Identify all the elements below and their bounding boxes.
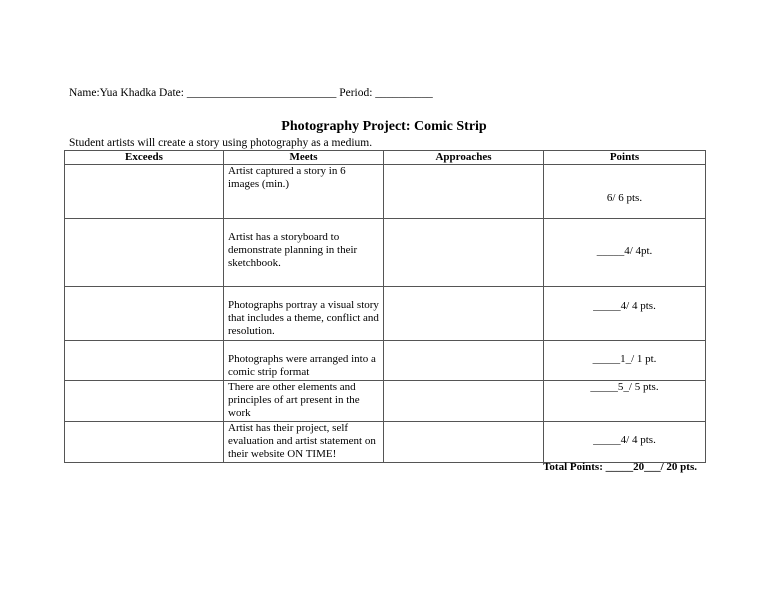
meets-text: Artist captured a story in 6 images (min.) [228, 165, 346, 190]
meets-text: There are other elements and principles of art present in the work [228, 381, 360, 419]
approaches-cell [384, 341, 544, 381]
exceeds-cell [65, 341, 224, 381]
approaches-cell [384, 422, 544, 463]
column-header-meets: Meets [224, 151, 384, 165]
approaches-cell [384, 219, 544, 287]
column-header-approaches: Approaches [384, 151, 544, 165]
points-cell [544, 422, 706, 463]
points-cell [544, 341, 706, 381]
total-points: Total Points: _____20___/ 20 pts. [543, 461, 697, 473]
meets-cell [224, 341, 384, 381]
exceeds-cell [65, 165, 224, 219]
rubric-header-row [65, 151, 706, 165]
meets-cell [224, 287, 384, 341]
points-text: _____5_/ 5 pts. [590, 381, 659, 393]
table-row [65, 341, 706, 381]
column-header-points: Points [544, 151, 706, 165]
approaches-cell [384, 287, 544, 341]
table-row [65, 381, 706, 422]
meets-text: Photographs portray a visual story that includes a theme, conflict and resolution. [228, 299, 379, 337]
points-text: _____4/ 4 pts. [593, 434, 656, 446]
points-cell [544, 287, 706, 341]
meets-text: Artist has their project, self evaluation and artist statement on their website ON TIME! [228, 422, 376, 460]
points-cell [544, 219, 706, 287]
meets-cell [224, 165, 384, 219]
exceeds-cell [65, 422, 224, 463]
intro-text: Student artists will create a story using photography as a medium. [69, 137, 373, 149]
name-date-period-line: Name:Yua Khadka Date: __________________________ Period: __________ [69, 87, 433, 99]
approaches-cell [384, 165, 544, 219]
table-row [65, 287, 706, 341]
approaches-cell [384, 381, 544, 422]
page-title: Photography Project: Comic Strip [281, 119, 487, 134]
exceeds-cell [65, 219, 224, 287]
table-row [65, 165, 706, 219]
exceeds-cell [65, 287, 224, 341]
meets-cell [224, 422, 384, 463]
points-text: _____4/ 4pt. [596, 245, 653, 257]
points-cell [544, 165, 706, 219]
column-header-exceeds: Exceeds [65, 151, 224, 165]
meets-text: Photographs were arranged into a comic strip format [228, 353, 376, 378]
points-cell [544, 381, 706, 422]
table-row [65, 422, 706, 463]
points-text: 6/ 6 pts. [606, 192, 643, 204]
exceeds-cell [65, 381, 224, 422]
meets-cell [224, 219, 384, 287]
meets-cell [224, 381, 384, 422]
table-row [65, 219, 706, 287]
points-text: _____4/ 4 pts. [593, 300, 656, 312]
meets-text: Artist has a storyboard to demonstrate planning in their sketchbook. [228, 231, 358, 269]
rubric-table [64, 150, 706, 463]
points-text: _____1_/ 1 pt. [592, 353, 657, 365]
